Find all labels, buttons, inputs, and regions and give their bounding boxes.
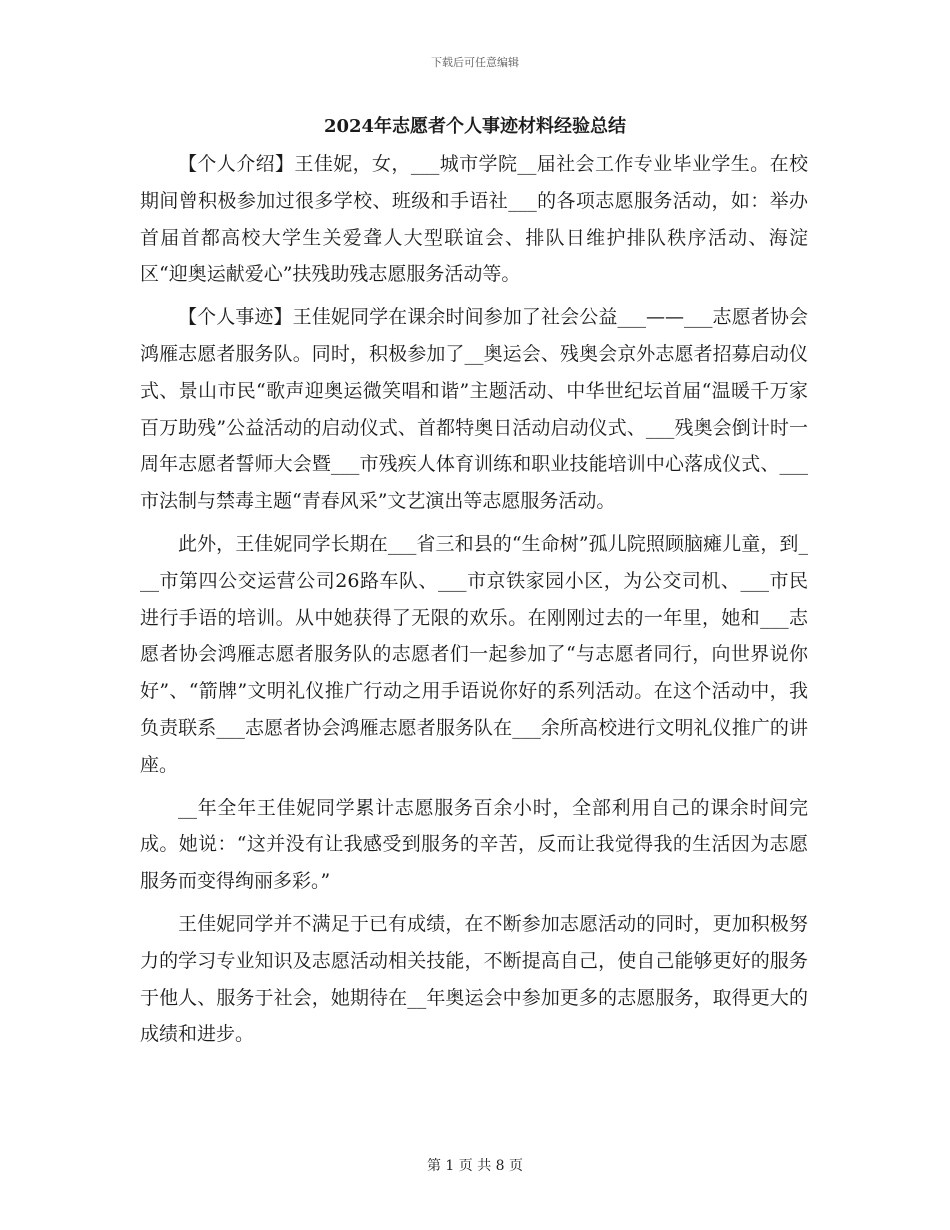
paragraph-personal-intro: 【个人介绍】王佳妮，女，___城市学院__届社会工作专业毕业学生。在校期间曾积极参加过很多学校、班级和手语社___的各项志愿服务活动，如：举办首届首都高校大学生关爱聋人大型联谊会、排队日维护排队秩序活动、海淀区“迎奥运献爱心”扶残助残志愿服务活动等。 (140, 153, 808, 286)
document-body (140, 146, 808, 1059)
page-number-footer: 第 1 页 共 8 页 (426, 1158, 524, 1174)
document-title: 2024年志愿者个人事迹材料经验总结 (323, 116, 627, 137)
paragraph-service-hours: __年全年王佳妮同学累计志愿服务百余小时，全部利用自己的课余时间完成。她说：“这并没有让我感受到服务的辛苦，反而让我觉得我的生活因为志愿服务而变得绚丽多彩。” (140, 796, 808, 893)
paragraph-personal-deeds: 【个人事迹】王佳妮同学在课余时间参加了社会公益___——___志愿者协会鸿雁志愿者服务队。同时，积极参加了__奥运会、残奥会京外志愿者招募启动仪式、景山市民“歌声迎奥运微笑唱和谐”主题活动、中华世纪坛首届“温暖千万家百万助残”公益活动的启动仪式、首都特奥日活动启动仪式、___残奥会倒计时一周年志愿者誓师大会暨___市残疾人体育训练和职业技能培训中心落成仪式、___市法制与禁毒主题“青春风采”文艺演出等志愿服务活动。 (140, 306, 808, 513)
paragraph-aspirations: 王佳妮同学并不满足于已有成绩，在不断参加志愿活动的同时，更加积极努力的学习专业知识及志愿活动相关技能，不断提高自己，使自己能够更好的服务于他人、服务于社会，她期待在__年奥运会中参加更多的志愿服务，取得更大的成绩和进步。 (140, 912, 808, 1046)
paragraph-additional-service: 此外，王佳妮同学长期在___省三和县的“生命树”孤儿院照顾脑瘫儿童，到___市第四公交运营公司26路车队、___市京铁家园小区，为公交司机、___市民进行手语的培训。从中她获得了无限的欢乐。在刚刚过去的一年里，她和___志愿者协会鸿雁志愿者服务队的志愿者们一起参加了“与志愿者同行，向世界说你好”、“箭牌”文明礼仪推广行动之用手语说你好的系列活动。在这个活动中，我负责联系___志愿者协会鸿雁志愿者服务队在___余所高校进行文明礼仪推广的讲座。 (140, 532, 808, 776)
page-header: 下载后可任意编辑 (431, 56, 519, 69)
